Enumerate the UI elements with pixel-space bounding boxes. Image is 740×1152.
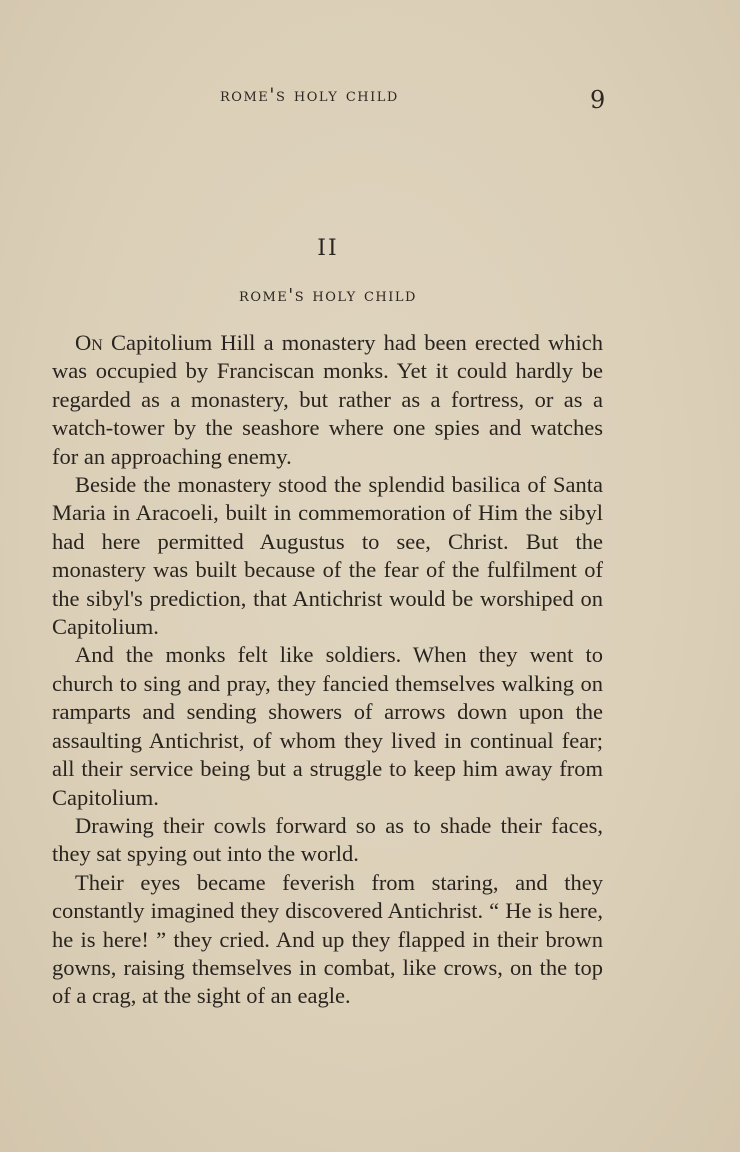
paragraph-5: Their eyes became feverish from staring, and they constantly imagined they discovered Antichrist. “ He is here, he is here! ” they cried. And up they flapped in their brown gowns, raising themselves in combat, like crows, on the top of a crag, at the sight of an eagle. <box>52 869 603 1009</box>
chapter-number: II <box>317 236 339 261</box>
page-number: 9 <box>590 86 606 114</box>
paragraph-1 <box>52 329 603 471</box>
paragraph-3: And the monks felt like soldiers. When they went to church to sing and pray, they fancied themselves walking on ramparts and sending showers of arrows down upon the assaulting Antichrist, of whom they lived in continual fear; all their service being but a struggle to keep him away from Capitolium. <box>52 642 603 810</box>
paragraph-2: Beside the monastery stood the splendid basilica of Santa Maria in Aracoeli, built in commemoration of Him the sibyl had here permitted Augustus to see, Christ. But the monastery was built because of the fear of the fulfilment of the sibyl's prediction, that Antichrist would be worshiped on Capitolium. <box>52 472 603 640</box>
running-head-title: rome's holy child <box>220 84 399 106</box>
paragraph-4: Drawing their cowls forward so as to shade their faces, they sat spying out into the world. <box>52 812 603 867</box>
chapter-body <box>52 329 603 1011</box>
paragraph-lead-word: On <box>75 330 103 355</box>
paragraph-text: Capitolium Hill a monastery had been erected which was occupied by Franciscan monks. Yet it could hardly be regarded as a monastery, but rather as a fortress, or as a watch-tower by the seashore where one spies and watches for an approaching enemy. <box>52 330 603 469</box>
chapter-title: rome's holy child <box>239 285 417 306</box>
